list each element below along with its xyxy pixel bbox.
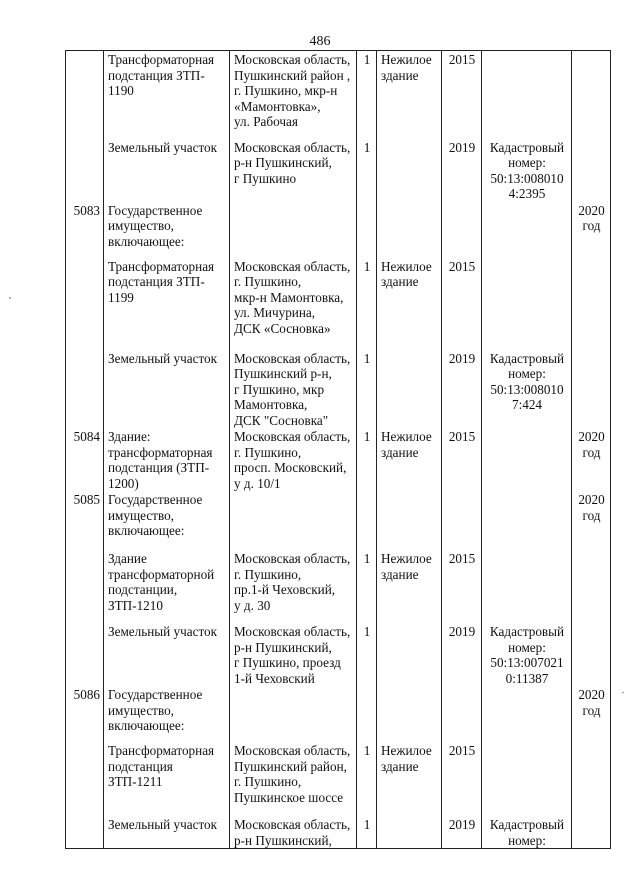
object-name-cell (104, 258, 230, 350)
transfer-date-cell (572, 258, 611, 350)
quantity-cell: 1 (357, 816, 377, 849)
cell-line: Московская область, (234, 743, 351, 758)
cell-line: Московская область, (234, 52, 351, 67)
object-name-cell (104, 202, 230, 258)
address-cell (230, 816, 357, 849)
cell-line: Здание: (108, 429, 151, 444)
cell-line: 4:2395 (508, 186, 546, 201)
quantity-cell: 1 (357, 51, 377, 139)
cell-line: Пушкинский район, (234, 758, 347, 774)
cell-line: 50:13:008010 (490, 170, 564, 186)
cell-line: здание (381, 67, 419, 83)
address-cell (230, 139, 357, 202)
cell-line: р-н Пушкинский, (234, 639, 332, 655)
cell-line: год (582, 507, 601, 523)
cell-line: Земельный участок (108, 817, 218, 832)
cell-line: г. Пушкино, мкр-н (234, 83, 338, 98)
transfer-date-cell (572, 51, 611, 139)
year-cell: 2019 (442, 139, 482, 202)
cell-line: ДСК «Сосновка» (234, 320, 331, 336)
cell-line: Трансформаторная (108, 52, 215, 67)
object-name-cell (104, 742, 230, 816)
property-type-cell (377, 816, 442, 849)
row-number-cell (66, 139, 104, 202)
cell-line: Московская область, (234, 551, 351, 566)
cell-line: ЗТП-1210 (108, 597, 163, 613)
cadastral-info-cell (482, 686, 572, 742)
cell-line: здание (381, 566, 419, 582)
cell-line: Мамонтовка, (234, 397, 308, 412)
quantity-cell: 1 (357, 139, 377, 202)
cell-line: Здание (108, 551, 147, 566)
cell-line: Пушкинский р-н, (234, 366, 332, 381)
property-type-cell (377, 623, 442, 686)
cell-line: Нежилое (381, 743, 432, 758)
object-name-cell (104, 51, 230, 139)
cell-line: г. Пушкино, (234, 274, 302, 289)
year-cell (442, 686, 482, 742)
year-cell: 2015 (442, 742, 482, 816)
cell-line: подстанции, (108, 582, 178, 597)
cell-line: номер: (508, 832, 546, 848)
cell-line: ДСК "Сосновка" (234, 412, 329, 428)
cell-line: здание (381, 444, 419, 460)
quantity-cell (357, 491, 377, 550)
property-type-cell (377, 350, 442, 429)
cell-line: 1190 (108, 83, 134, 98)
address-cell (230, 350, 357, 429)
address-cell (230, 623, 357, 686)
row-number-cell (66, 550, 104, 623)
address-cell (230, 686, 357, 742)
cell-line: 2020 (578, 429, 605, 444)
cell-line: ул. Рабочая (234, 114, 298, 129)
cell-line: у д. 30 (234, 597, 271, 613)
address-cell (230, 428, 357, 491)
row-number-cell: 5084 (66, 428, 104, 491)
cell-line: подстанция ЗТП- (108, 67, 205, 83)
cell-line: включающее: (108, 523, 185, 538)
year-cell (442, 491, 482, 550)
property-type-cell (377, 491, 442, 550)
cadastral-info-cell (482, 428, 572, 491)
cell-line: Пушкинское шоссе (234, 789, 344, 805)
property-registry-table (65, 50, 611, 849)
cell-line: включающее: (108, 718, 185, 733)
table-row (66, 686, 611, 742)
cell-line: здание (381, 274, 419, 289)
cell-line: подстанция ЗТП- (108, 274, 205, 289)
cell-line: имущество, (108, 218, 174, 233)
year-cell: 2019 (442, 350, 482, 429)
table-row (66, 258, 611, 350)
cell-line: Московская область, (234, 139, 351, 155)
cell-line: имущество, (108, 702, 174, 718)
cell-line: «Мамонтовка», (234, 98, 321, 114)
address-cell (230, 51, 357, 139)
cadastral-info-cell (482, 258, 572, 350)
table-row (66, 202, 611, 258)
cell-line: имущество, (108, 507, 174, 523)
cadastral-info-cell (482, 623, 572, 686)
property-type-cell (377, 258, 442, 350)
property-type-cell (377, 686, 442, 742)
quantity-cell (357, 202, 377, 258)
page-number: 486 (309, 34, 331, 49)
cadastral-info-cell (482, 51, 572, 139)
row-number-cell: 5083 (66, 202, 104, 258)
cell-line: 1-й Чеховский (234, 670, 315, 686)
object-name-cell (104, 428, 230, 491)
row-number-cell: 5085 (66, 491, 104, 550)
quantity-cell: 1 (357, 428, 377, 491)
year-cell: 2015 (442, 51, 482, 139)
row-number-cell (66, 623, 104, 686)
cell-line: подстанция (ЗТП- (108, 460, 210, 475)
cell-line: г Пушкино, проезд (234, 655, 341, 670)
cell-line: Нежилое (381, 551, 432, 566)
cell-line: ул. Мичурина, (234, 305, 316, 320)
cell-line: просп. Московский, (234, 460, 347, 475)
cell-line: Кадастровый (489, 817, 565, 832)
cell-line: здание (381, 758, 419, 774)
object-name-cell (104, 139, 230, 202)
cell-line: номер: (508, 639, 546, 655)
cell-line: год (582, 444, 601, 460)
cell-line: Московская область, (234, 350, 351, 366)
cell-line: г. Пушкино, (234, 566, 302, 582)
cell-line: Государственное (108, 687, 203, 702)
cell-line: Московская область, (234, 258, 351, 274)
cell-line: Московская область, (234, 817, 351, 832)
address-cell (230, 742, 357, 816)
property-type-cell (377, 139, 442, 202)
registry-body (66, 51, 611, 849)
row-number-cell (66, 742, 104, 816)
property-type-cell (377, 742, 442, 816)
object-name-cell (104, 350, 230, 429)
cell-line: Кадастровый (489, 350, 565, 366)
property-type-cell (377, 202, 442, 258)
cell-line: Государственное (108, 492, 203, 507)
cell-line: год (582, 218, 601, 233)
year-cell (442, 202, 482, 258)
property-type-cell (377, 550, 442, 623)
transfer-date-cell (572, 350, 611, 429)
quantity-cell: 1 (357, 623, 377, 686)
cell-line: 1200) (108, 475, 139, 491)
quantity-cell: 1 (357, 742, 377, 816)
cell-line: ЗТП-1211 (108, 774, 163, 789)
cell-line: Московская область, (234, 624, 351, 639)
cell-line: включающее: (108, 233, 185, 249)
table-row (66, 491, 611, 550)
table-row (66, 139, 611, 202)
transfer-date-cell (572, 139, 611, 202)
cell-line: у д. 10/1 (234, 475, 281, 491)
address-cell (230, 550, 357, 623)
cell-line: г Пушкино, мкр (234, 381, 325, 397)
row-number-cell (66, 816, 104, 849)
table-row (66, 623, 611, 686)
address-cell (230, 491, 357, 550)
transfer-date-cell (572, 428, 611, 491)
cell-line: г. Пушкино, (234, 774, 302, 789)
object-name-cell (104, 816, 230, 849)
row-number-cell (66, 258, 104, 350)
cadastral-info-cell (482, 491, 572, 550)
table-row (66, 742, 611, 816)
cell-line: 7:424 (511, 397, 543, 412)
row-number-cell: 5086 (66, 686, 104, 742)
address-cell (230, 202, 357, 258)
row-number-cell (66, 350, 104, 429)
cadastral-info-cell (482, 350, 572, 429)
table-row (66, 428, 611, 491)
object-name-cell (104, 623, 230, 686)
table-row (66, 816, 611, 849)
cell-line: Кадастровый (489, 624, 565, 639)
scan-speck (622, 692, 624, 693)
year-cell: 2015 (442, 428, 482, 491)
cadastral-info-cell (482, 550, 572, 623)
transfer-date-cell (572, 816, 611, 849)
year-cell: 2015 (442, 258, 482, 350)
scan-speck (9, 297, 11, 299)
cadastral-info-cell (482, 202, 572, 258)
transfer-date-cell (572, 686, 611, 742)
cell-line: трансформаторной (108, 566, 215, 582)
cell-line: Трансформаторная (108, 743, 215, 758)
quantity-cell (357, 686, 377, 742)
cell-line: Государственное (108, 202, 203, 218)
object-name-cell (104, 686, 230, 742)
object-name-cell (104, 550, 230, 623)
property-type-cell (377, 51, 442, 139)
cell-line: номер: (508, 155, 546, 170)
cell-line: Кадастровый (489, 139, 565, 155)
cell-line: Земельный участок (108, 350, 218, 366)
cadastral-info-cell (482, 742, 572, 816)
cell-line: р-н Пушкинский, (234, 155, 332, 170)
cell-line: трансформаторная (108, 444, 213, 460)
year-cell: 2015 (442, 550, 482, 623)
quantity-cell: 1 (357, 550, 377, 623)
cadastral-info-cell (482, 139, 572, 202)
cell-line: г Пушкино (234, 170, 297, 186)
cell-line: Земельный участок (108, 624, 218, 639)
cell-line: Московская область, (234, 429, 351, 444)
table-row (66, 350, 611, 429)
cell-line: 0:11387 (505, 670, 549, 686)
transfer-date-cell (572, 742, 611, 816)
transfer-date-cell (572, 550, 611, 623)
table-row (66, 550, 611, 623)
cell-line: Трансформаторная (108, 258, 215, 274)
quantity-cell: 1 (357, 350, 377, 429)
transfer-date-cell (572, 491, 611, 550)
cell-line: 1199 (108, 289, 134, 305)
cell-line: г. Пушкино, (234, 444, 302, 460)
cell-line: пр.1-й Чеховский, (234, 582, 336, 597)
cell-line: 2020 (578, 687, 605, 702)
cell-line: год (582, 702, 601, 718)
cell-line: Земельный участок (108, 139, 218, 155)
cell-line: 50:13:007021 (490, 655, 564, 670)
cell-line: Нежилое (381, 258, 432, 274)
quantity-cell: 1 (357, 258, 377, 350)
cell-line: Пушкинский район , (234, 67, 351, 83)
address-cell (230, 258, 357, 350)
table-row (66, 51, 611, 139)
transfer-date-cell (572, 202, 611, 258)
cell-line: номер: (508, 366, 546, 381)
cell-line: подстанция (108, 758, 173, 774)
cell-line: 50:13:008010 (490, 381, 564, 397)
cell-line: Нежилое (381, 52, 432, 67)
transfer-date-cell (572, 623, 611, 686)
cell-line: 2020 (578, 492, 605, 507)
cell-line: Нежилое (381, 429, 432, 444)
property-type-cell (377, 428, 442, 491)
cell-line: 2020 (578, 202, 605, 218)
year-cell: 2019 (442, 816, 482, 849)
object-name-cell (104, 491, 230, 550)
cadastral-info-cell (482, 816, 572, 849)
cell-line: р-н Пушкинский, (234, 832, 332, 848)
cell-line: мкр-н Мамонтовка, (234, 289, 344, 305)
row-number-cell (66, 51, 104, 139)
year-cell: 2019 (442, 623, 482, 686)
